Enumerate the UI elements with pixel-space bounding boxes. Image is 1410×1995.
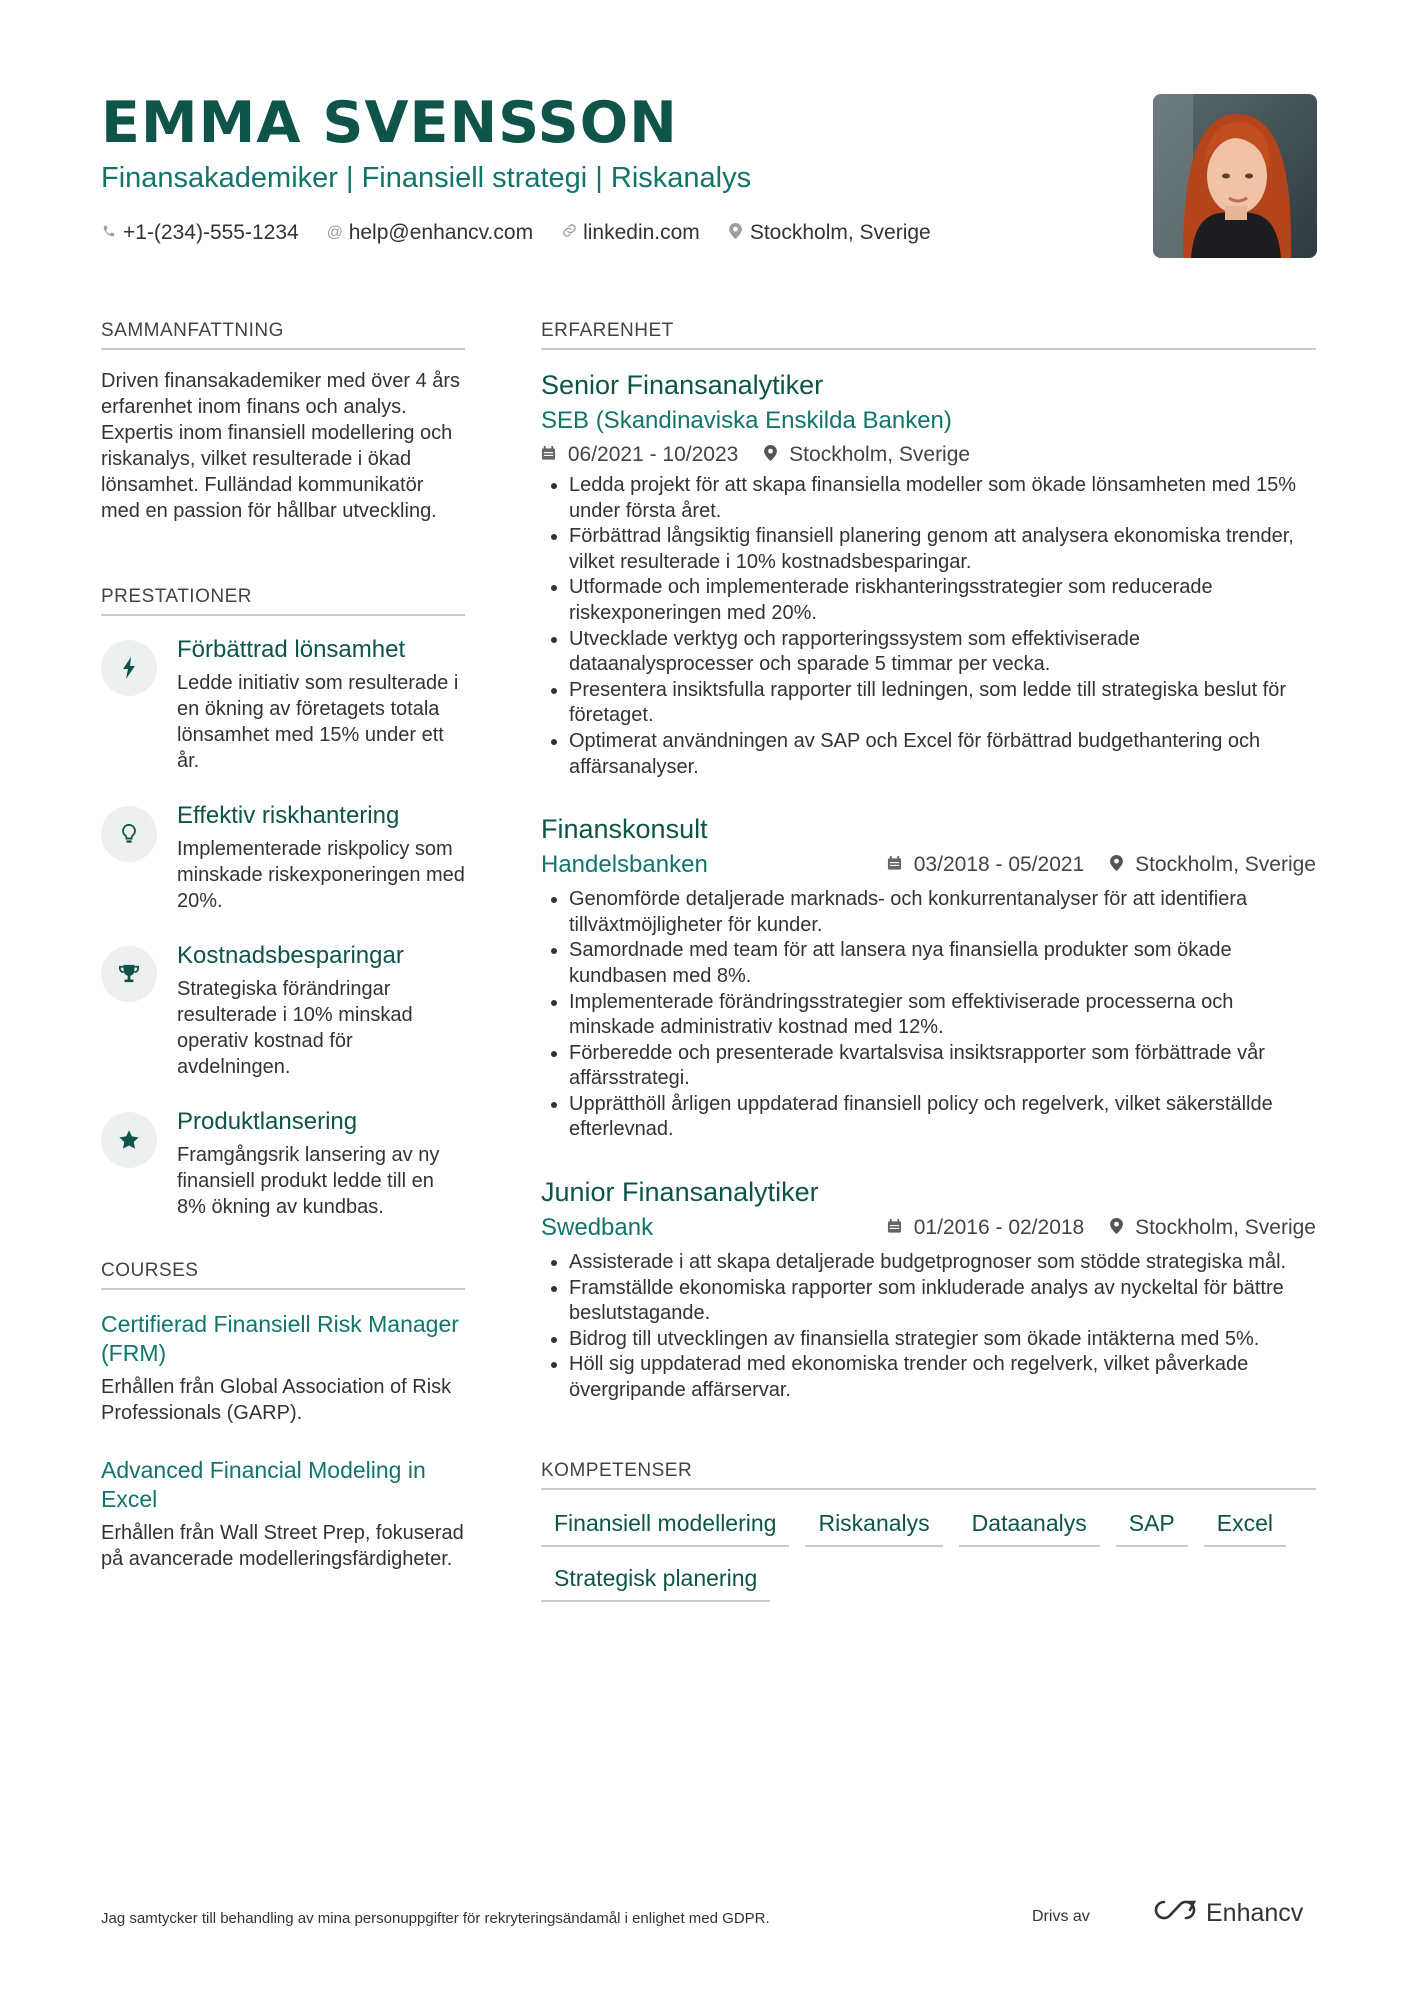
right-column xyxy=(541,320,1316,1602)
achievements-heading: PRESTATIONER xyxy=(101,586,465,616)
job-bullet: • Utformade och implementerade riskhanteringsstrategier som reducerade riskexponeringen med 20%. xyxy=(569,575,1316,626)
course-desc: Erhållen från Global Association of Risk Professionals (GARP). xyxy=(101,1376,452,1424)
course-item xyxy=(101,1310,465,1426)
calendar-icon xyxy=(887,853,908,876)
job-dates xyxy=(887,853,1084,877)
skill-tag: Dataanalys xyxy=(959,1506,1100,1547)
summary-text: Driven finansakademiker med över 4 års erfarenhet inom finans och analys. Expertis inom finansiell modellering och riskanalys, vilket resulterade i ökad lönsamhet. Fulländad kommunikatör med en passion för hållbar utveckling. xyxy=(101,370,461,522)
job-location xyxy=(1110,1216,1316,1240)
achievement-desc: Strategiska förändringar resulterade i 10% minskad operativ kostnad för avdelningen. xyxy=(177,978,413,1078)
course-desc: Erhållen från Wall Street Prep, fokuserad på avancerade modelleringsfärdigheter. xyxy=(101,1522,464,1570)
job-location xyxy=(1110,853,1316,877)
job-company: SEB (Skandinaviska Enskilda Banken) xyxy=(541,407,952,434)
headline: Finansakademiker | Finansiell strategi | Riskanalys xyxy=(101,162,752,194)
job-bullet: • Utvecklade verktyg och rapporteringssystem som effektiviserade dataanalysprocesser och sparade 5 timmar per vecka. xyxy=(569,627,1316,678)
job-location xyxy=(764,443,970,467)
skill-tag: Excel xyxy=(1204,1506,1286,1547)
powered-by-label: Drivs av xyxy=(1032,1908,1090,1925)
job-bullet: • Genomförde detaljerade marknads- och konkurrentanalyser för att identifiera tillväxtmöjligheter för kunder. xyxy=(569,887,1316,938)
job-bullet: • Förberedde och presenterade kvartalsvisa insiktsrapporter som förbättrade vår affärsstrategi. xyxy=(569,1041,1316,1092)
job-company-row xyxy=(541,1214,1316,1242)
courses-heading: COURSES xyxy=(101,1260,465,1290)
skill-tag: Finansiell modellering xyxy=(541,1506,789,1547)
achievement-desc: Ledde initiativ som resulterade i en ökning av företagets totala lönsamhet med 15% under ett år. xyxy=(177,672,459,772)
skills-section xyxy=(541,1460,1316,1602)
job-dates-text: 03/2018 - 05/2021 xyxy=(913,853,1085,877)
achievement-title: Förbättrad lönsamhet xyxy=(177,636,406,663)
job-meta xyxy=(887,1216,1316,1240)
job-entry xyxy=(541,370,1316,780)
job-title: Finanskonsult xyxy=(541,814,708,845)
experience-section xyxy=(541,320,1316,1404)
profile-photo xyxy=(1153,94,1317,258)
job-bullet: • Implementerade förändringsstrategier som effektiviserade processerna och minskade administrativ kostnad med 12%. xyxy=(569,990,1316,1041)
job-entry xyxy=(541,1177,1316,1404)
contact-phone-text: +1-(234)-555-1234 xyxy=(123,221,299,244)
skills-list xyxy=(541,1506,1316,1602)
enhancv-logo-icon xyxy=(1152,1898,1198,1929)
job-location-text: Stockholm, Sverige xyxy=(1135,1216,1316,1240)
job-entry xyxy=(541,814,1316,1143)
job-title: Senior Finansanalytiker xyxy=(541,370,824,400)
course-title: Certifierad Finansiell Risk Manager (FRM) xyxy=(101,1311,459,1366)
summary-section xyxy=(101,320,465,524)
achievement-item xyxy=(101,636,465,774)
trophy-icon xyxy=(101,946,157,1002)
job-bullet: • Samordnade med team för att lansera nya finansiella produkter som ökade kundbasen med 8%. xyxy=(569,938,1316,989)
calendar-icon xyxy=(887,1216,908,1239)
skills-heading: KOMPETENSER xyxy=(541,1460,1316,1490)
job-meta xyxy=(541,443,1316,467)
achievements-section xyxy=(101,586,465,1220)
contact-location xyxy=(728,221,931,245)
job-bullet: • Förbättrad långsiktig finansiell planering genom att analysera ekonomiska trender, vilket resulterade i 10% kostnadsbesparingar. xyxy=(569,524,1316,575)
job-bullet: • Framställde ekonomiska rapporter som inkluderade analys av nyckeltal för bättre beslutstagande. xyxy=(569,1276,1316,1327)
job-bullet: • Assisterade i att skapa detaljerade budgetprognoser som stödde strategiska mål. xyxy=(569,1250,1316,1276)
location-icon xyxy=(728,223,744,244)
link-icon xyxy=(561,223,577,243)
location-icon xyxy=(1110,853,1129,876)
course-item xyxy=(101,1456,465,1572)
achievement-item xyxy=(101,1108,465,1220)
contact-email[interactable] xyxy=(327,221,533,245)
courses-section xyxy=(101,1260,465,1572)
phone-icon xyxy=(101,224,117,243)
contact-location-text: Stockholm, Sverige xyxy=(749,221,931,244)
course-title: Advanced Financial Modeling in Excel xyxy=(101,1457,426,1512)
contact-linkedin[interactable] xyxy=(561,221,700,245)
achievement-item xyxy=(101,942,465,1080)
job-dates-text: 01/2016 - 02/2018 xyxy=(913,1216,1085,1240)
achievement-item xyxy=(101,802,465,914)
skill-tag: Riskanalys xyxy=(805,1506,942,1547)
job-bullet: • Upprätthöll årligen uppdaterad finansiell policy och regelverk, vilket säkerställde efterlevnad. xyxy=(569,1092,1316,1143)
gdpr-consent: Jag samtycker till behandling av mina personuppgifter för rekryteringsändamål i enlighet med GDPR. xyxy=(101,1910,770,1927)
job-dates xyxy=(541,443,738,467)
enhancv-logo-text: Enhancv xyxy=(1206,1899,1304,1927)
location-icon xyxy=(1110,1216,1129,1239)
job-bullets xyxy=(541,473,1316,780)
job-bullets xyxy=(541,1250,1316,1404)
star-icon xyxy=(101,1112,157,1168)
job-bullet: • Bidrog till utvecklingen av finansiella strategier som ökade intäkterna med 5%. xyxy=(569,1327,1316,1353)
achievement-title: Produktlansering xyxy=(177,1108,358,1135)
achievement-desc: Framgångsrik lansering av ny finansiell produkt ledde till en 8% ökning av kundbas. xyxy=(177,1144,440,1218)
contact-linkedin-text: linkedin.com xyxy=(583,221,700,244)
contact-email-text: help@enhancv.com xyxy=(348,221,534,244)
at-icon: @ xyxy=(326,224,343,241)
job-bullets xyxy=(541,887,1316,1143)
job-bullet: • Presentera insiktsfulla rapporter till ledningen, som ledde till strategiska beslut för företaget. xyxy=(569,678,1316,729)
achievement-desc: Implementerade riskpolicy som minskade riskexponeringen med 20%. xyxy=(177,838,465,912)
job-company: Swedbank xyxy=(541,1214,654,1242)
experience-heading: ERFARENHET xyxy=(541,320,1316,350)
achievement-title: Kostnadsbesparingar xyxy=(177,942,404,969)
skill-tag: SAP xyxy=(1116,1506,1188,1547)
candidate-name: EMMA SVENSSON xyxy=(101,90,678,156)
achievement-title: Effektiv riskhantering xyxy=(177,802,400,829)
job-title: Junior Finansanalytiker xyxy=(541,1177,819,1208)
job-meta xyxy=(887,853,1316,877)
lightbulb-icon xyxy=(101,806,157,862)
lightning-icon xyxy=(101,640,157,696)
job-location-text: Stockholm, Sverige xyxy=(1135,853,1316,877)
skill-tag: Strategisk planering xyxy=(541,1561,770,1602)
contact-row xyxy=(101,221,931,245)
contact-phone[interactable] xyxy=(101,221,299,245)
left-column xyxy=(101,320,465,1598)
location-icon xyxy=(764,443,783,466)
job-dates xyxy=(887,1216,1084,1240)
enhancv-logo[interactable] xyxy=(1152,1898,1303,1929)
job-bullet: • Optimerat användningen av SAP och Excel för förbättrad budgethantering och affärsanalyser. xyxy=(569,729,1316,780)
job-location-text: Stockholm, Sverige xyxy=(789,443,971,466)
job-dates-text: 06/2021 - 10/2023 xyxy=(567,443,739,466)
job-company-row xyxy=(541,851,1316,879)
job-bullet: • Höll sig uppdaterad med ekonomiska trender och regelverk, vilket påverkade övergripande affärservar. xyxy=(569,1352,1316,1403)
calendar-icon xyxy=(541,443,562,466)
job-company: Handelsbanken xyxy=(541,851,708,879)
job-bullet: • Ledda projekt för att skapa finansiella modeller som ökade lönsamheten med 15% under första året. xyxy=(569,473,1316,524)
summary-heading: SAMMANFATTNING xyxy=(101,320,465,350)
